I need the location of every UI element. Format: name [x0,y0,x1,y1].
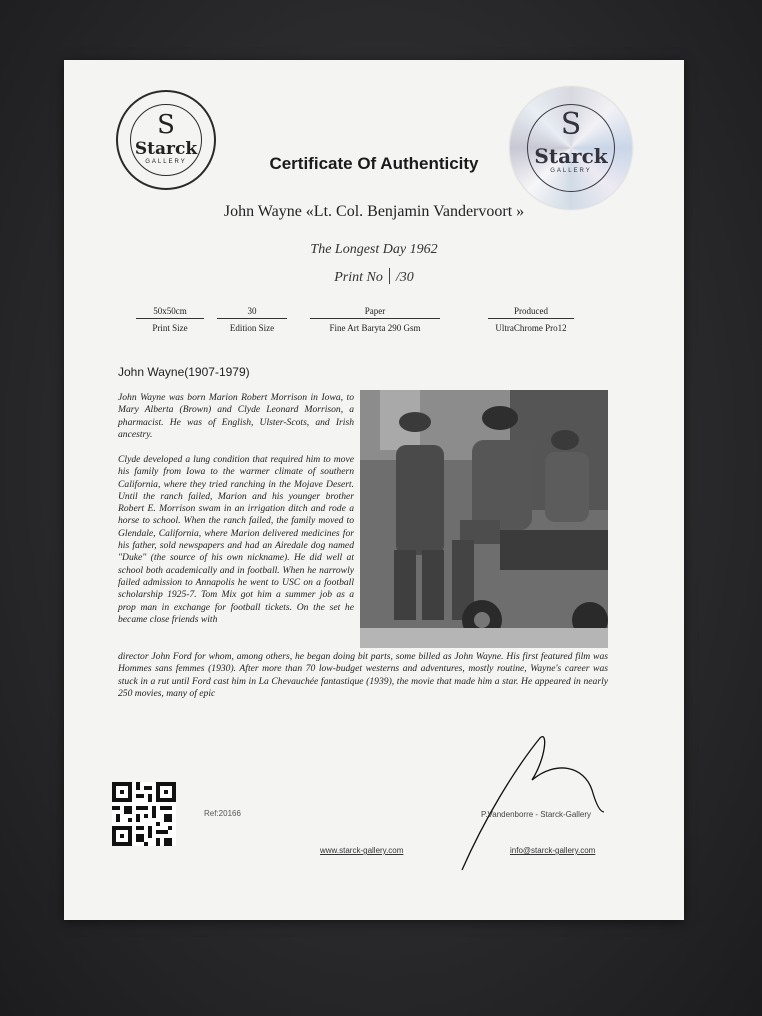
spec-paper [310,306,440,333]
seal-name: Starck [134,139,198,159]
spec-label: Print Size [152,323,188,333]
certificate-paper [64,60,684,920]
biography-paragraph-1: John Wayne was born Marion Robert Morrison in Iowa, to Mary Alberta (Brown) and Clyde Leonard Morrison, a pharmacist. He was of English, Ulster-Scots, and Irish ancestry. [118,392,354,440]
spec-value: 30 [217,306,287,319]
holo-seal-name: Starck [534,144,608,168]
reference-number: Ref:20166 [204,809,241,818]
spec-print-size [136,306,204,333]
biography-heading: John Wayne(1907-1979) [118,365,250,379]
qr-code [112,782,176,846]
holo-seal-monogram: S [560,107,582,142]
email-link[interactable]: info@starck-gallery.com [510,846,596,855]
seal-monogram: S [157,110,175,140]
gallery-seal-logo [116,90,216,190]
film-still-photo [360,390,608,648]
spec-value: Paper [310,306,440,319]
movie-title: The Longest Day 1962 [310,242,438,257]
print-number-blank [389,268,390,284]
biography-paragraph-2: Clyde developed a lung condition that required him to move his family from Iowa to the warmer climate of southern California, where they tried ranching in the Mojave Desert. Until the ranch failed, Marion and his younger brother Robert E. Morrison swam in an irrigation ditch and rode a horse to school. When the ranch failed, the family moved to Glendale, California, where Marion delivered medicines for his father, sold newspapers and had an Airedale dog named "Duke" (the source of his own nickname). He did well at school both academically and in football. When he narrowly failed admission to Annapolis he went to USC on a football scholarship 1925-7. Tom Mix got him a summer job as a prop man in exchange for football tickets. On the set he became close friends with [118,454,354,625]
print-number [64,268,684,286]
holographic-seal-sticker [510,87,632,209]
spec-label: UltraChrome Pro12 [495,323,567,333]
spec-label: Fine Art Baryta 290 Gsm [329,323,421,333]
spec-edition-size [217,306,287,333]
handwritten-signature [444,720,644,880]
seal-sub: GALLERY [145,159,187,165]
print-number-total: /30 [395,270,414,285]
print-number-label: Print No [334,270,383,285]
signer-name: P.Vandenborre - Starck-Gallery [481,810,591,819]
holo-seal-sub: GALLERY [550,168,592,174]
spec-produced [488,306,574,333]
spec-label: Edition Size [229,323,275,333]
biography-paragraph-3: director John Ford for whom, among others, he began doing bit parts, some billed as John Wayne. His first featured film was Hommes sans femmes (1930). After more than 70 low-budget westerns and adventures, mostly routine, Wayne's career was stuck in a rut until Ford cast him in La Chevauchée fantastique (1939), the movie that made him a star. He appeared in nearly 250 movies, many of epic [118,651,608,699]
spec-value: Produced [488,306,574,319]
certificate-title: Certificate Of Authenticity [269,154,479,173]
spec-value: 50x50cm [136,306,204,319]
website-link[interactable]: www.starck-gallery.com [320,846,404,855]
artwork-subtitle: John Wayne «Lt. Col. Benjamin Vandervoort » [223,203,525,220]
